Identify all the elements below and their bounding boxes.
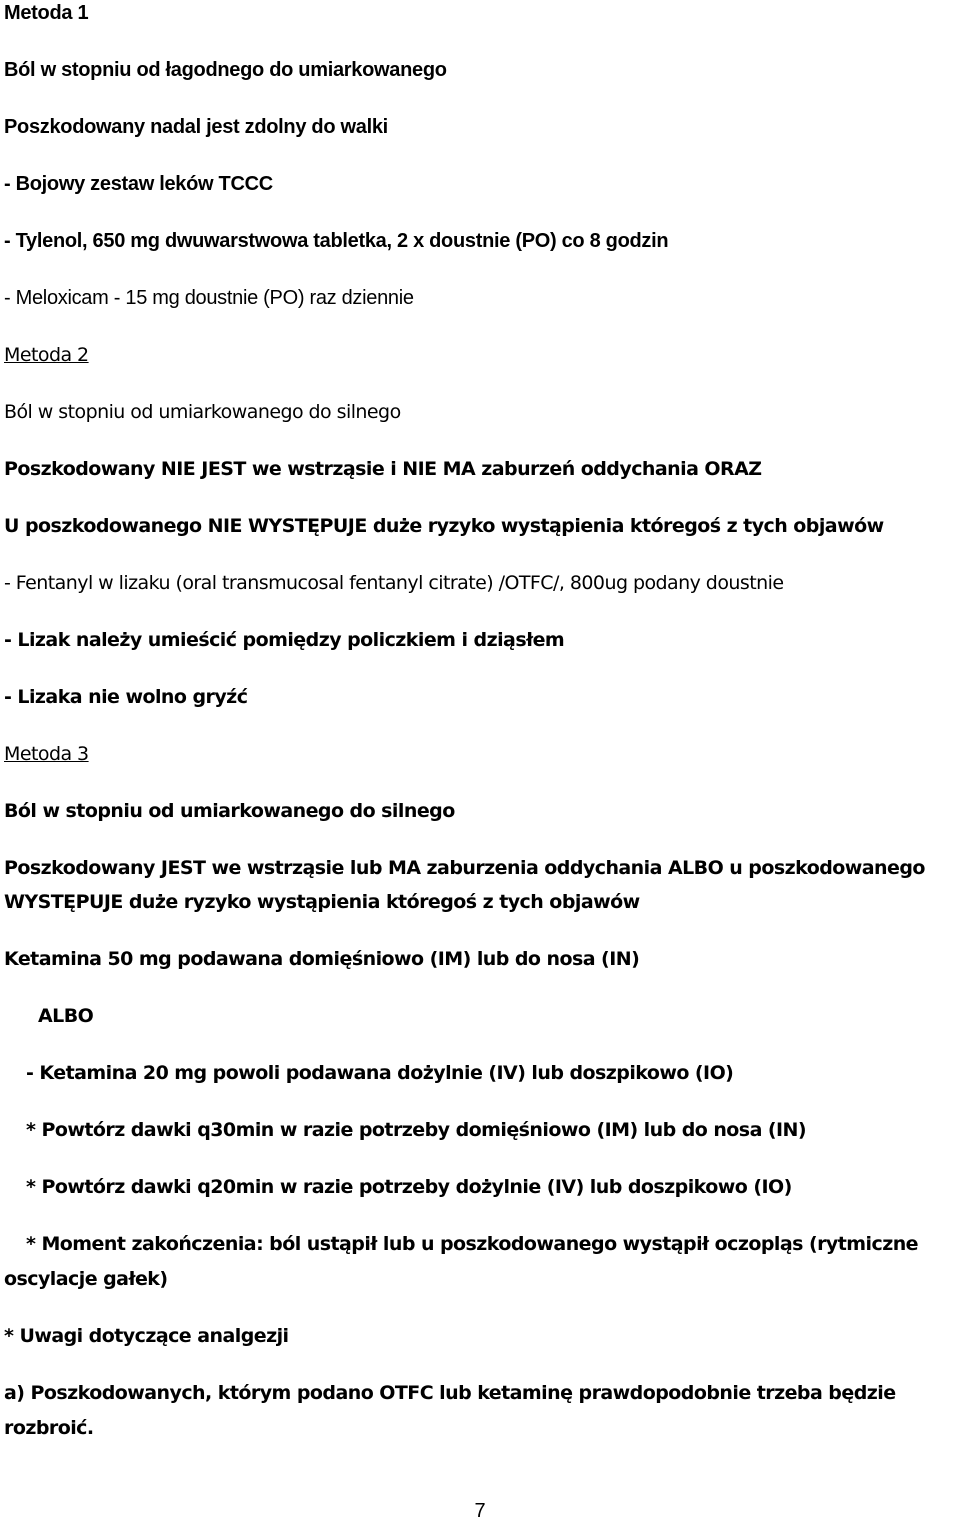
text-line: * Uwagi dotyczące analgezji [4, 1325, 289, 1347]
text-line: rozbroić. [4, 1417, 94, 1439]
heading-metoda-3: Metoda 3 [4, 743, 89, 765]
heading-metoda-1: Metoda 1 [4, 2, 89, 24]
text-line: Poszkodowany nadal jest zdolny do walki [4, 116, 388, 138]
text-line: oscylacje gałek) [4, 1268, 168, 1290]
text-line: Ketamina 50 mg podawana domięśniowo (IM) lub do nosa (IN) [4, 948, 640, 970]
text-line: - Ketamina 20 mg powoli podawana dożylnie (IV) lub doszpikowo (IO) [26, 1062, 734, 1084]
text-line: U poszkodowanego NIE WYSTĘPUJE duże ryzyko wystąpienia któregoś z tych objawów [4, 515, 884, 537]
text-line: - Bojowy zestaw leków TCCC [4, 173, 273, 195]
text-line: a) Poszkodowanych, którym podano OTFC lub ketaminę prawdopodobnie trzeba będzie [4, 1382, 896, 1404]
text-line: Ból w stopniu od umiarkowanego do silnego [4, 800, 455, 822]
text-line: - Meloxicam - 15 mg doustnie (PO) raz dziennie [4, 287, 414, 309]
text-line: * Powtórz dawki q30min w razie potrzeby domięśniowo (IM) lub do nosa (IN) [26, 1119, 807, 1141]
text-line: WYSTĘPUJE duże ryzyko wystąpienia któregoś z tych objawów [4, 891, 640, 913]
heading-metoda-2: Metoda 2 [4, 344, 89, 366]
text-line: - Lizaka nie wolno gryźć [4, 686, 248, 708]
text-line-albo: ALBO [38, 1005, 94, 1027]
text-line: Poszkodowany JEST we wstrząsie lub MA zaburzenia oddychania ALBO u poszkodowanego [4, 857, 925, 879]
text-line: - Lizak należy umieścić pomiędzy policzkiem i dziąsłem [4, 629, 565, 651]
text-line: Poszkodowany NIE JEST we wstrząsie i NIE MA zaburzeń oddychania ORAZ [4, 458, 762, 480]
text-line: * Powtórz dawki q20min w razie potrzeby dożylnie (IV) lub doszpikowo (IO) [26, 1176, 792, 1198]
text-line: * Moment zakończenia: ból ustąpił lub u poszkodowanego wystąpił oczopląs (rytmiczne [26, 1233, 919, 1255]
text-line: Ból w stopniu od umiarkowanego do silnego [4, 401, 401, 423]
text-line: - Tylenol, 650 mg dwuwarstwowa tabletka, 2 x doustnie (PO) co 8 godzin [4, 230, 669, 252]
page-number: 7 [474, 1500, 486, 1522]
text-line: - Fentanyl w lizaku (oral transmucosal fentanyl citrate) /OTFC/, 800ug podany doustnie [4, 572, 784, 594]
text-line: Ból w stopniu od łagodnego do umiarkowanego [4, 59, 447, 81]
